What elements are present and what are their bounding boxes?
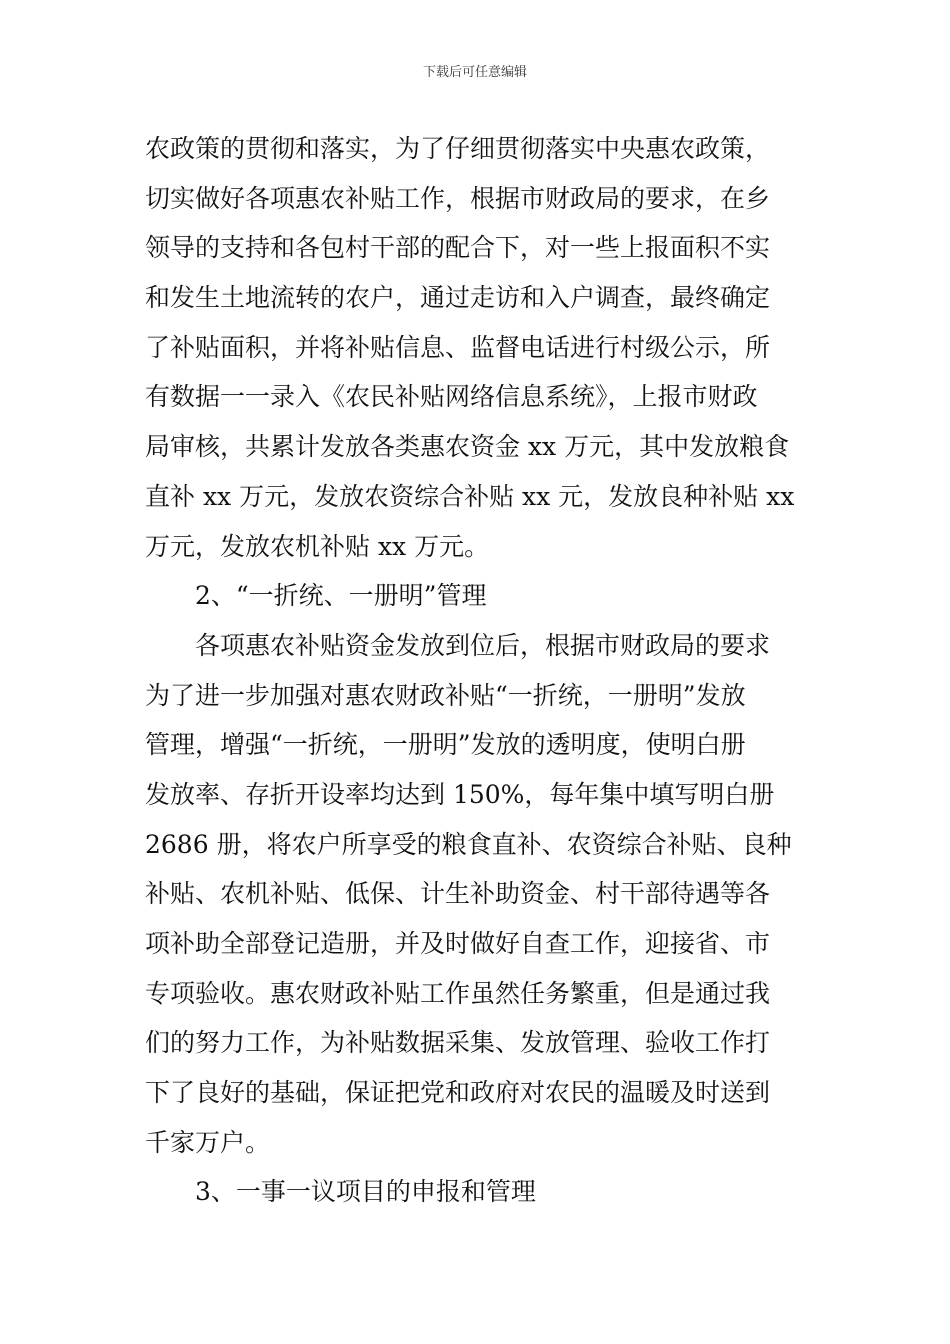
text-line: 下了良好的基础，保证把党和政府对农民的温暖及时送到: [145, 1078, 771, 1108]
text-line: 管理，增强“一折统，一册明”发放的透明度，使明白册: [145, 730, 746, 760]
section-heading: 2、“一折统、一册明”管理: [195, 581, 487, 611]
text-line: 2686 册，将农户所享受的粮食直补、农资综合补贴、良种: [145, 829, 792, 859]
text-line: 直补 xx 万元，发放农资综合补贴 xx 元，发放良种补贴 xx: [145, 481, 795, 511]
text-line: 专项验收。惠农财政补贴工作虽然任务繁重，但是通过我: [145, 978, 771, 1008]
text-line: 补贴、农机补贴、低保、计生补助资金、村干部待遇等各: [145, 879, 771, 909]
text-line: 为了进一步加强对惠农财政补贴“一折统，一册明”发放: [145, 680, 746, 710]
text-line: 有数据一一录入《农民补贴网络信息系统》，上报市财政: [145, 382, 758, 412]
text-line: 和发生土地流转的农户，通过走访和入户调查，最终确定: [145, 283, 771, 313]
text-line: 切实做好各项惠农补贴工作，根据市财政局的要求，在乡: [145, 183, 771, 213]
text-line: 领导的支持和各包村干部的配合下，对一些上报面积不实: [145, 233, 771, 263]
text-line: 万元，发放农机补贴 xx 万元。: [145, 531, 490, 561]
section-heading: 3、一事一议项目的申报和管理: [195, 1177, 536, 1207]
text-line: 了补贴面积，并将补贴信息、监督电话进行村级公示，所: [145, 332, 771, 362]
body-text: [145, 124, 810, 1217]
text-line: 们的努力工作，为补贴数据采集、发放管理、验收工作打: [145, 1028, 771, 1058]
page-header: 下载后可任意编辑: [422, 65, 527, 80]
text-line: 千家万户。: [145, 1127, 271, 1157]
text-line: 发放率、存折开设率均达到 150%，每年集中填写明白册: [145, 779, 775, 809]
text-line: 局审核，共累计发放各类惠农资金 xx 万元，其中发放粮食: [145, 432, 790, 462]
paragraph-first-line: 各项惠农补贴资金发放到位后，根据市财政局的要求: [195, 630, 771, 660]
text-line: 农政策的贯彻和落实，为了仔细贯彻落实中央惠农政策，: [145, 134, 771, 163]
text-line: 项补助全部登记造册，并及时做好自查工作，迎接省、市: [145, 929, 771, 958]
